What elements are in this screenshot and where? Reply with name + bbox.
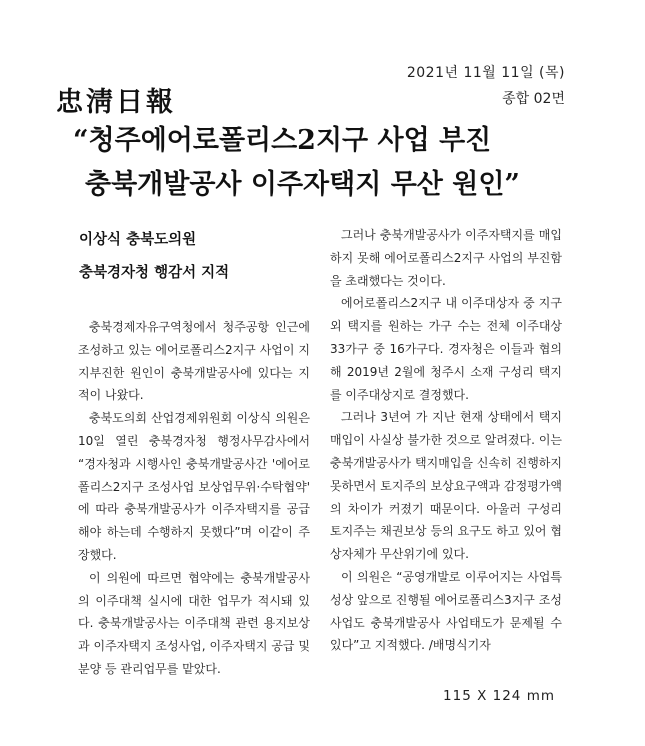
subheadline-2: 충북경자청 행감서 지적: [79, 264, 230, 281]
paragraph-text: 이 의원은 “공영개발로 이루어지는 사업특성상 앞으로 진행될 에어로폴리스3지구 조성사업도 충북개발공사 사업태도가 문제될 수 있다”고 지적했다.: [330, 569, 562, 653]
paragraph: 이 의원에 따르면 협약에는 충북개발공사의 이주대책 실시에 대한 업무가 적시돼 있다. 충북개발공사는 이주대책 관련 용지보상과 이주자택지 조성사업, 이주자택지 공급 및 분양 등 관리업무를 맡았다.: [78, 570, 310, 676]
paragraph: 그러나 3년여 가 지난 현재 상태에서 택지매입이 사실상 불가한 것으로 알려졌다. 이는 충북개발공사가 택지매입을 신속히 진행하지 못하면서 토지주의 보상요구액과 감정평가액의 차이가 커졌기 때문이다. 아울러 구성리 토지주는 채권보상 등의 요구도 하고 있어 협상자체가 무산위기에 있다.: [330, 410, 562, 562]
byline: /배명식기자: [428, 638, 491, 653]
clipping-size: 115 X 124 mm: [443, 688, 555, 704]
section-page: 종합 02면: [502, 91, 565, 107]
article-column-right: [330, 224, 562, 657]
paragraph: 충북경제자유구역청에서 청주공항 인근에 조성하고 있는 에어로폴리스2지구 사업이 지지부진한 원인이 충북개발공사에 있다는 지적이 나왔다.: [78, 320, 310, 403]
headline-line-2: 충북개발공사 이주자택지 무산 원인”: [85, 169, 520, 200]
subheadline-1: 이상식 충북도의원: [79, 231, 197, 248]
paragraph: 에어로폴리스2지구 내 이주대상자 중 지구 외 택지를 원하는 가구 수는 전체 이주대상 33가구 중 16가구다. 경자청은 이들과 협의해 2019년 2월에 청주시 소재 구성리 택지를 이주대상지로 결정했다.: [330, 296, 562, 402]
headline-line-1: “청주에어로폴리스2지구 사업 부진: [73, 125, 492, 156]
newspaper-masthead: 忠淸日報: [56, 87, 176, 118]
paragraph: 충북도의회 산업경제위원회 이상식 의원은 10일 열린 충북경자청 행정사무감사에서 “경자청과 시행사인 충북개발공사간 '에어로폴리스2지구 조성사업 보상업무위·수탁협약' 에 따라 충북개발공사가 이주자택지를 공급해야 하는데 수행하지 못했다”며 이같이 주장했다.: [78, 411, 310, 562]
paragraph: 그러나 충북개발공사가 이주자택지를 매입하지 못해 에어로폴리스2지구 사업의 부진함을 초래했다는 것이다.: [330, 228, 562, 288]
paragraph: [330, 566, 562, 657]
publication-date: 2021년 11월 11일 (목): [406, 65, 565, 81]
article-column-left: [78, 316, 310, 681]
